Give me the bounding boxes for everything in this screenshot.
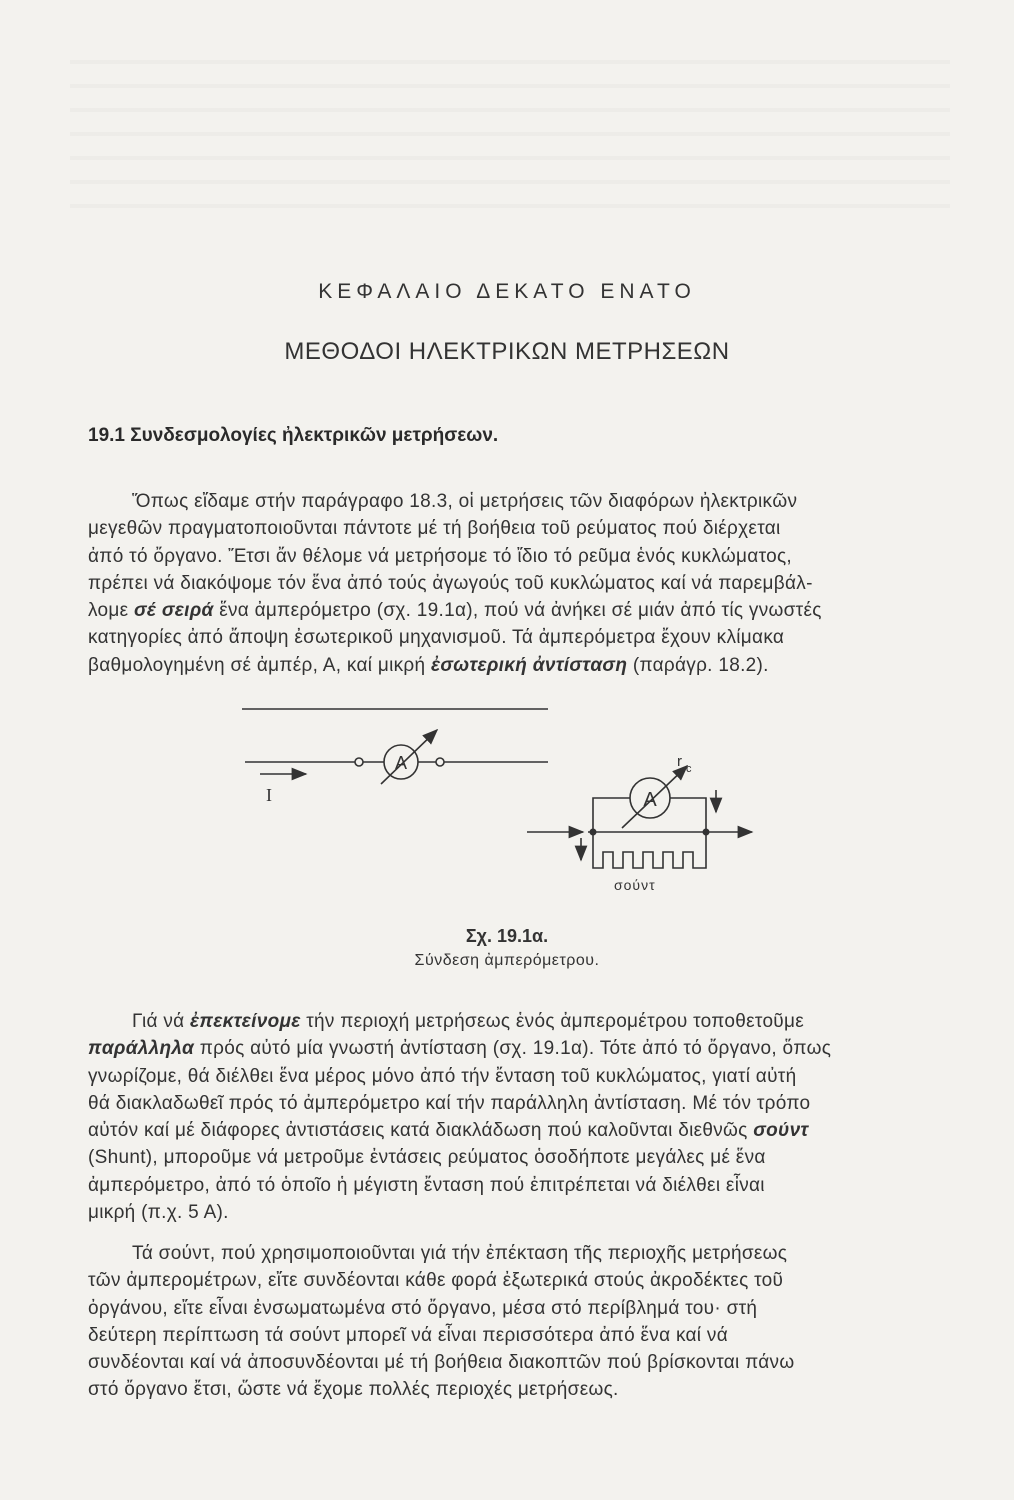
figure-caption-number: Σχ. 19.1α.: [465, 926, 549, 946]
emphasis-text: ἐσωτερική ἀντίσταση: [430, 654, 628, 676]
ammeter-branch-left: [593, 798, 630, 832]
shunt-label: σούντ: [614, 877, 656, 893]
ammeter-label: A: [643, 789, 657, 811]
ammeter-label: A: [394, 753, 408, 773]
junction-dot: [703, 829, 710, 836]
emphasis-text: σούντ: [753, 1120, 809, 1142]
terminal: [436, 758, 444, 766]
text-line: [88, 1035, 951, 1062]
junction-dot: [590, 829, 597, 836]
shunt-resistor: [593, 832, 706, 868]
text-segment: αὐτόν καί μέ διάφορες ἀντιστάσεις κατά διακλάδωση πού καλοῦνται διεθνῶς: [88, 1120, 754, 1142]
emphasis-text: παράλληλα: [88, 1038, 195, 1060]
text-segment: λομε: [88, 600, 134, 622]
text-line: ἀπό τό ὄργανο. Ἔτσι ἄν θέλομε νά μετρήσομε τό ἴδιο τό ρεῦμα ἑνός κυκλώματος,: [88, 545, 793, 567]
emphasis-text: ἐπεκτείνομε: [190, 1011, 301, 1032]
text-segment: ἕνα ἀμπερόμετρο (σχ. 19.1α), πού νά ἀνήκει σέ μιάν ἀπό τίς γνωστές: [213, 600, 822, 622]
text-line: πρέπει νά διακόψομε τόν ἕνα ἀπό τούς ἀγωγούς τοῦ κυκλώματος καί νά παρεμβάλ-: [88, 572, 813, 594]
text-segment: πρός αὐτό μία γνωστή ἀντίσταση (σχ. 19.1α). Τότε ἀπό τό ὄργανο, ὅπως: [194, 1038, 832, 1060]
text-line: θά διακλαδωθεῖ πρός τό ἀμπερόμετρο καί τήν παράλληλη ἀντίσταση. Μέ τόν τρόπο: [88, 1092, 811, 1114]
ammeter-branch-right: [670, 798, 706, 832]
text-line: ὀργάνου, εἴτε εἶναι ἐνσωματωμένα στό ὄργανο, μέσα στό περίβλημά του· στή: [88, 1297, 758, 1319]
text-line: [88, 1117, 951, 1144]
text-segment: Γιά νά: [132, 1011, 190, 1032]
current-label: I: [266, 785, 272, 805]
text-segment: (παράγρ. 18.2).: [627, 654, 769, 676]
text-line: τῶν ἀμπερομέτρων, εἴτε συνδέονται κάθε φορά ἐξωτερικά στούς ἀκροδέκτες τοῦ: [88, 1270, 784, 1292]
paragraph-3: [88, 1240, 951, 1404]
text-line: ἀμπερόμετρο, ἀπό τό ὁποῖο ἡ μέγιστη ἔνταση πού ἐπιτρέπεται νά διέλθει εἶναι: [88, 1174, 765, 1196]
chapter-title: ΜΕΘΟΔΟΙ ΗΛΕΚΤΡΙΚΩΝ ΜΕΤΡΗΣΕΩΝ: [284, 338, 730, 365]
text-line: μικρή (π.χ. 5 Α).: [88, 1202, 229, 1224]
internal-resistance-label: r: [677, 753, 682, 770]
text-line: κατηγορίες ἀπό ἄποψη ἐσωτερικοῦ μηχανισμοῦ. Τά ἀμπερόμετρα ἔχουν κλίμακα: [88, 627, 785, 649]
paragraph-2: [88, 1008, 951, 1226]
text-line: [88, 1008, 951, 1035]
text-line: Ὅπως εἴδαμε στήν παράγραφο 18.3, οἱ μετρήσεις τῶν διαφόρων ἠλεκτρικῶν: [132, 491, 798, 512]
terminal: [355, 758, 363, 766]
text-line: Τά σούντ, πού χρησιμοποιοῦνται γιά τήν ἐπέκταση τῆς περιοχῆς μετρήσεως: [132, 1243, 788, 1264]
figure-caption-text: Σύνδεση ἀμπερόμετρου.: [414, 952, 600, 969]
ammeter-needle: [381, 730, 437, 784]
section-heading: 19.1 Συνδεσμολογίες ἠλεκτρικῶν μετρήσεων.: [88, 425, 499, 446]
text-line: στό ὄργανο ἔτσι, ὥστε νά ἔχομε πολλές περιοχές μετρήσεως.: [88, 1379, 619, 1401]
text-line: συνδέονται καί νά ἀποσυνδέονται μέ τή βοήθεια διακοπτῶν πού βρίσκονται πάνω: [88, 1352, 795, 1374]
text-line: γνωρίζομε, θά διέλθει ἕνα μέρος μόνο ἀπό τήν ἔνταση τοῦ κυκλώματος, γιατί αὐτή: [88, 1065, 797, 1087]
emphasis-text: σέ σειρά: [133, 600, 214, 622]
internal-resistance-subscript: c: [686, 763, 692, 775]
chapter-heading: ΚΕΦΑΛΑΙΟ ΔΕΚΑΤΟ ΕΝΑΤΟ: [318, 280, 696, 303]
text-segment: τήν περιοχή μετρήσεως ἑνός ἀμπερομέτρου τοποθετοῦμε: [300, 1011, 805, 1032]
text-line: μεγεθῶν πραγματοποιοῦνται πάντοτε μέ τή βοήθεια τοῦ ρεύματος πού διέρχεται: [88, 518, 781, 540]
text-line: δεύτερη περίπτωση τά σούντ μπορεῖ νά εἶναι περισσότερα ἀπό ἕνα καί νά: [88, 1324, 728, 1346]
text-segment: βαθμολογημένη σέ ἀμπέρ, Α, καί μικρή: [88, 654, 431, 676]
text-line: (Shunt), μποροῦμε νά μετροῦμε ἐντάσεις ρεύματος ὁσοδήποτε μεγάλες μέ ἕνα: [88, 1147, 766, 1169]
